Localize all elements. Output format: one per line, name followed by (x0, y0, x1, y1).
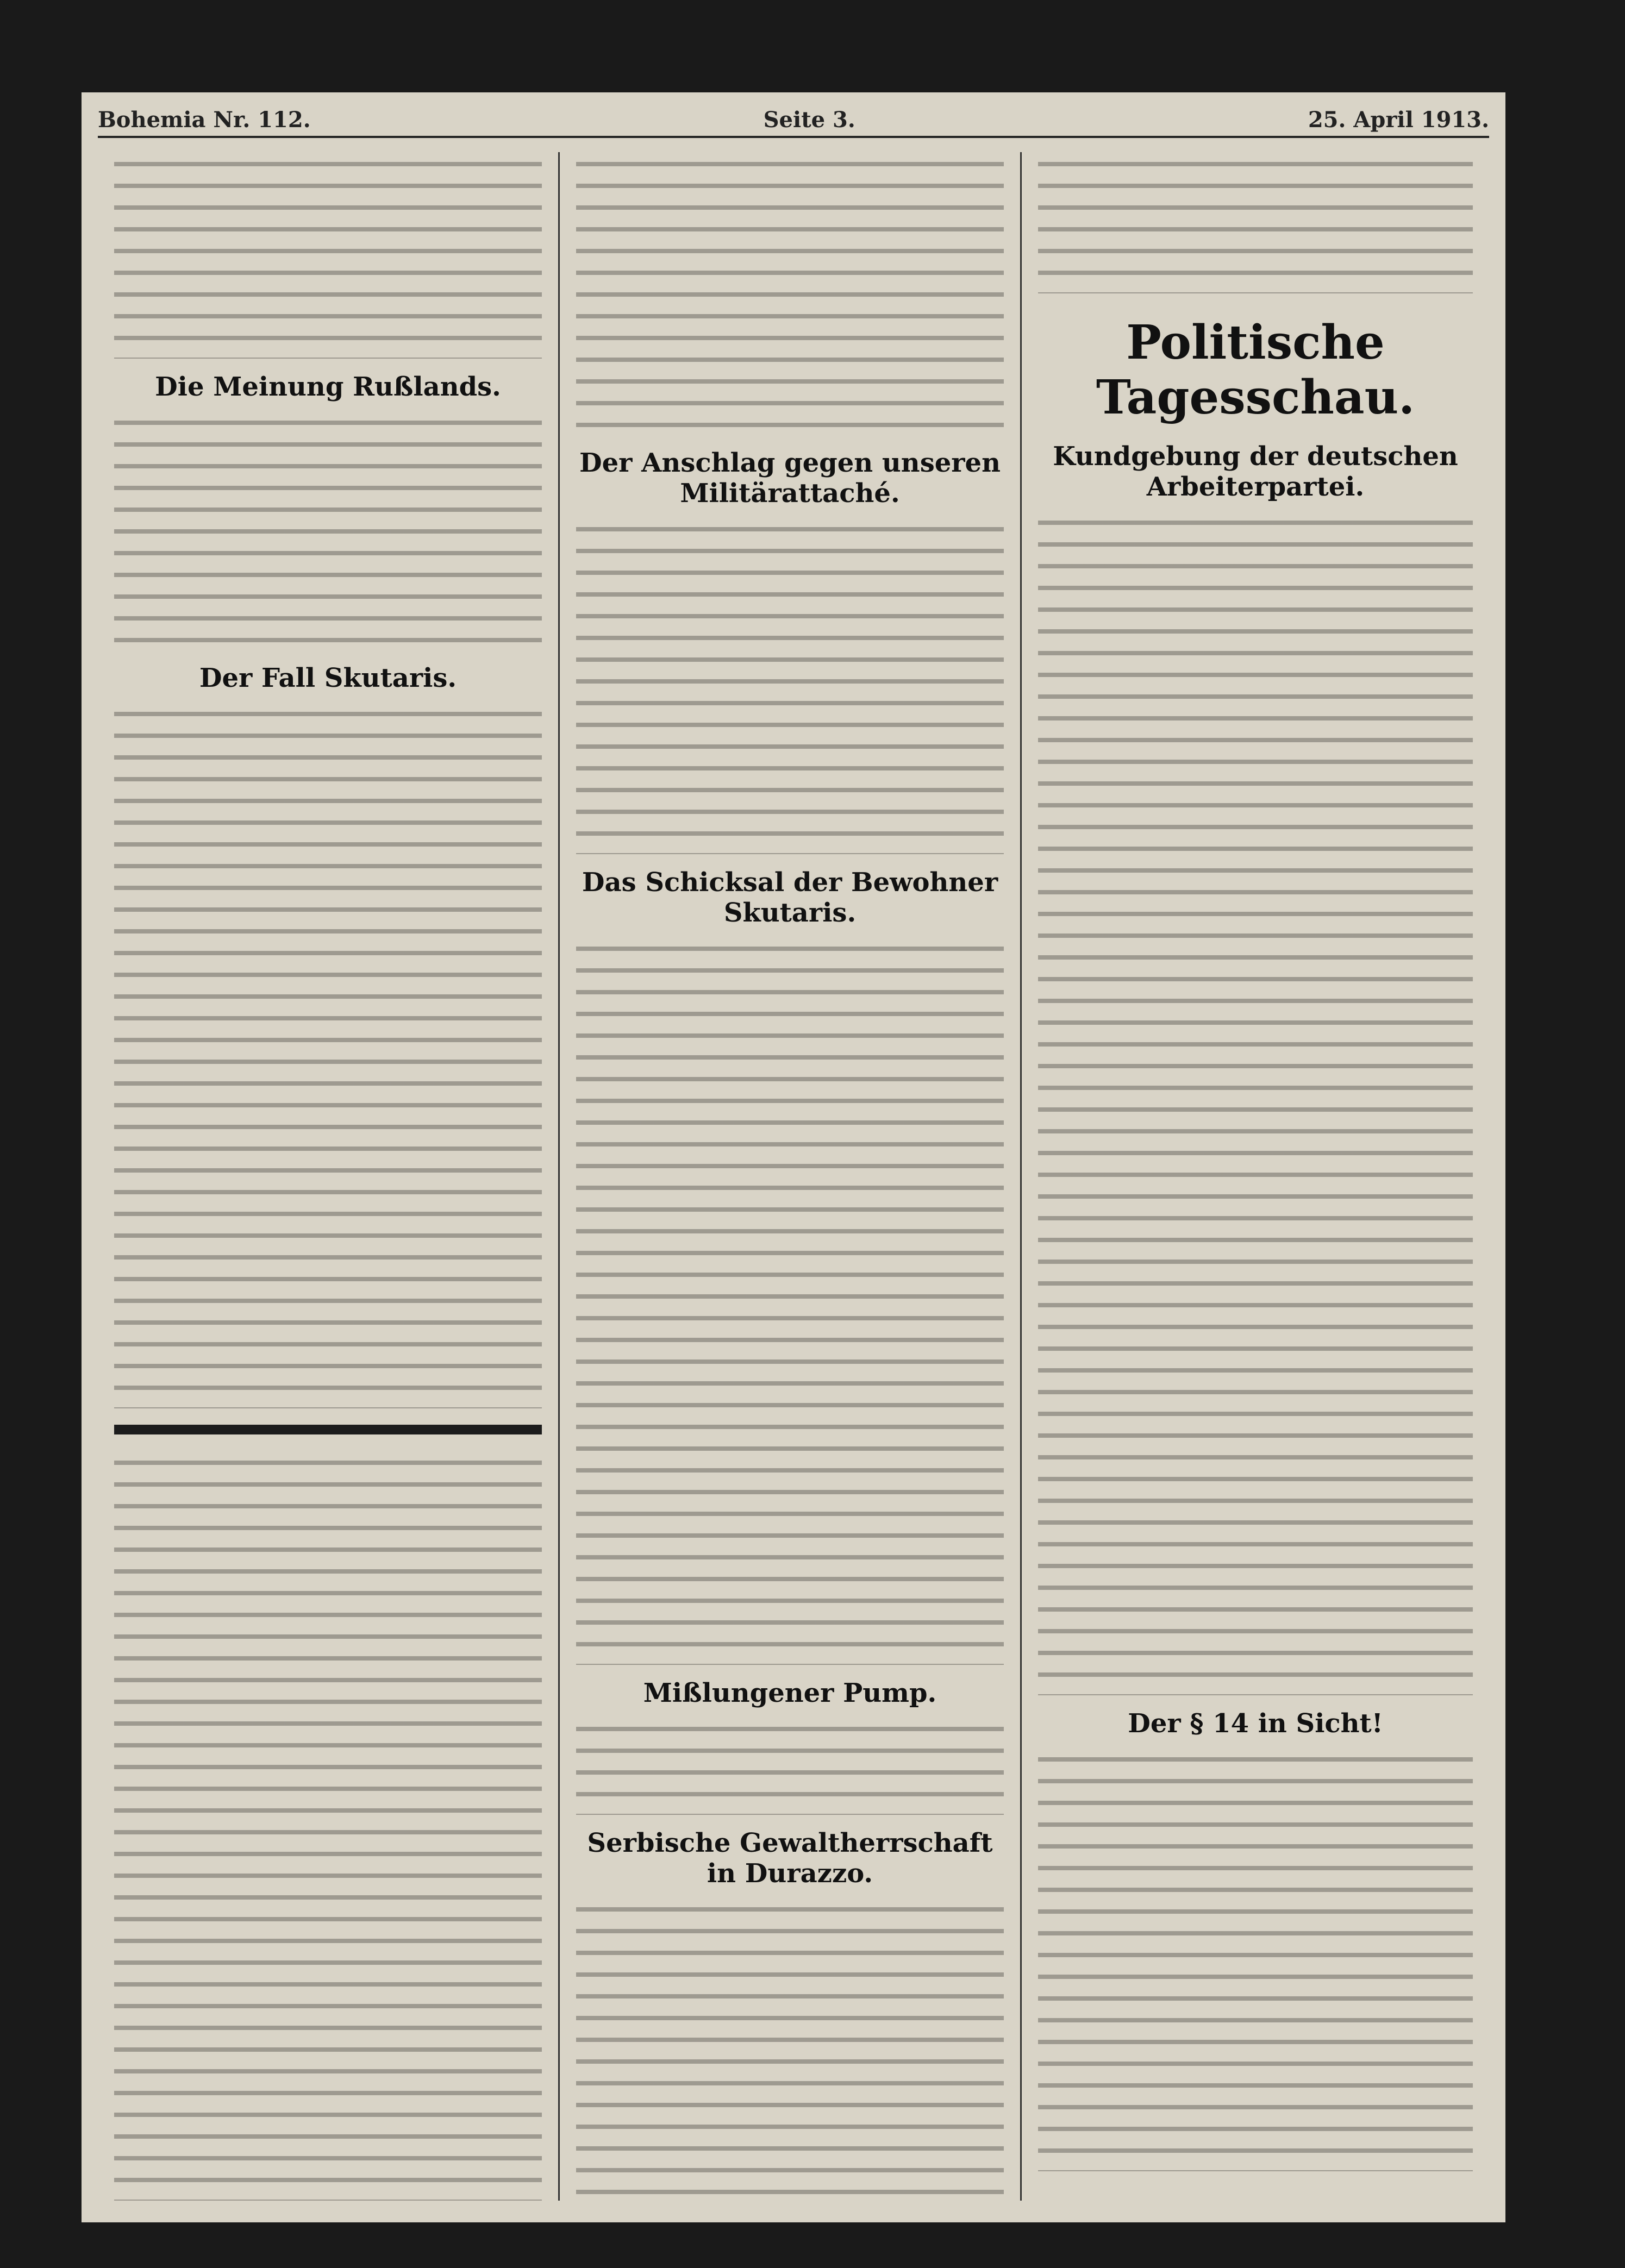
text-block (576, 937, 1004, 1665)
text-block (1038, 511, 1473, 1695)
text-block (1038, 152, 1473, 293)
headline-skutari: Der Fall Skutaris. (199, 663, 457, 693)
headline-pump: Mißlungener Pump. (643, 1678, 937, 1708)
headline-attache: Der Anschlag gegen unseren Militärattaché. (579, 448, 1001, 509)
headline-workers: Kundgebung der deutschen Arbeiterpartei. (1053, 441, 1458, 502)
issue-date: 25. April 1913. (1308, 106, 1489, 133)
headline-politics: Politische Tagesschau. (1096, 315, 1415, 425)
text-block (114, 702, 542, 1408)
feuilleton-text (114, 1451, 542, 2201)
headline-russia: Die Meinung Rußlands. (155, 372, 501, 402)
masthead (98, 103, 1489, 138)
text-block (576, 1897, 1004, 2201)
headline-inhabitants: Das Schicksal der Bewohner Skutaris. (582, 867, 998, 928)
text-block (576, 152, 1004, 435)
section-rule (114, 1425, 542, 1434)
column-3 (1022, 152, 1489, 2201)
text-block (114, 411, 542, 650)
column-2 (560, 152, 1022, 2201)
headline-durazzo: Serbische Gewaltherrschaft in Durazzo. (587, 1828, 993, 1889)
page-number: Seite 3. (763, 106, 855, 133)
text-block (114, 152, 542, 359)
column-1 (98, 152, 560, 2201)
paper-issue: Bohemia Nr. 112. (98, 106, 311, 133)
text-block (576, 517, 1004, 854)
text-block (576, 1717, 1004, 1815)
headline-para14: Der § 14 in Sicht! (1128, 1708, 1383, 1739)
newspaper-page (82, 92, 1505, 2222)
text-block (1038, 1747, 1473, 2171)
